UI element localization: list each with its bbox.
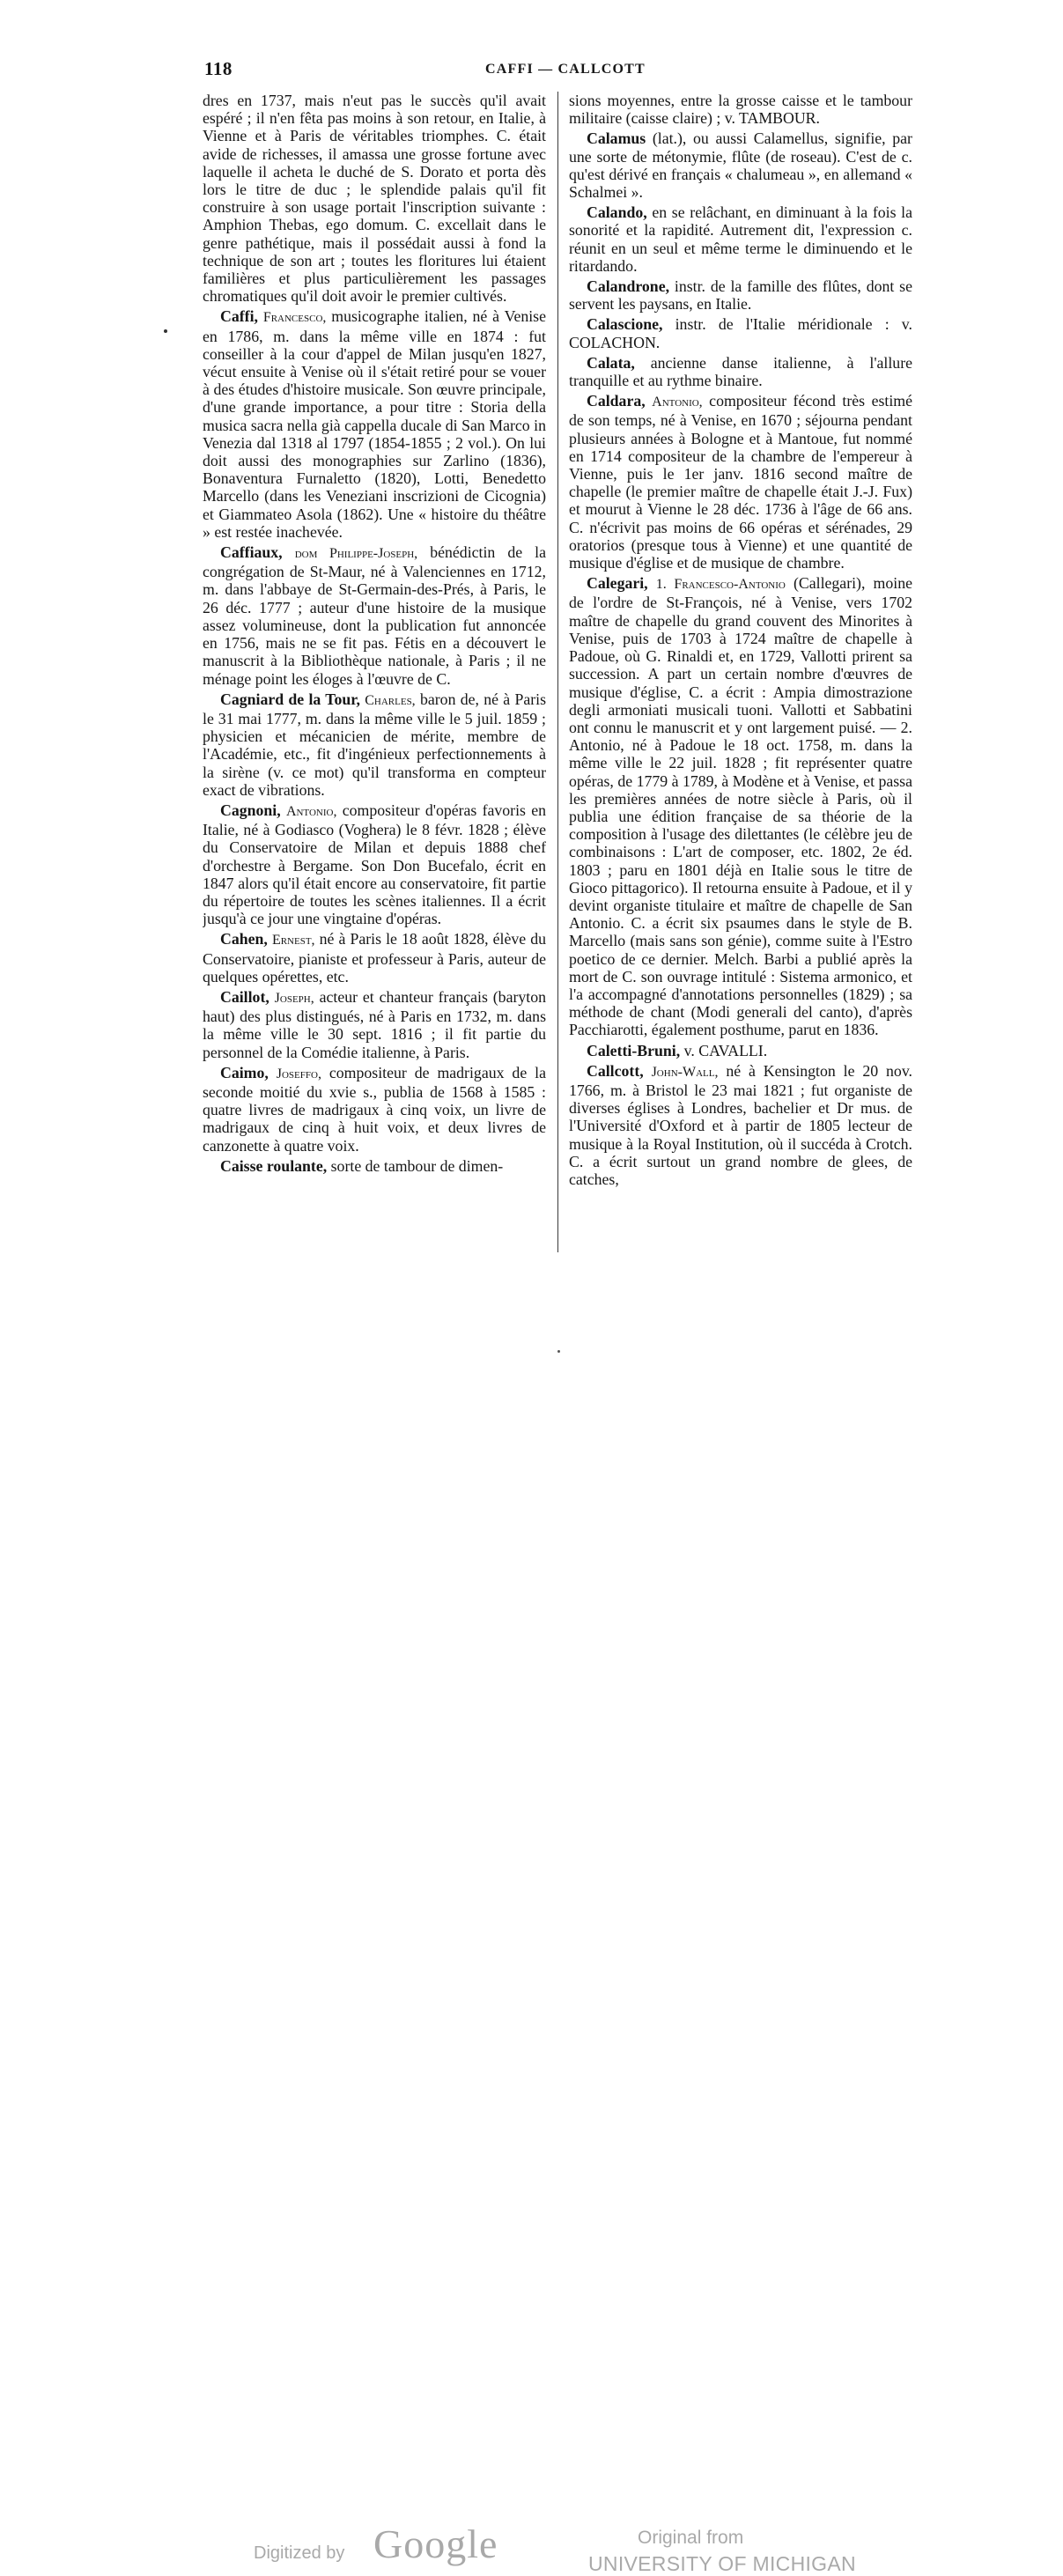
scan-watermark — [0, 1259, 1063, 2575]
entry-text: musicographe italien, né à Venise en 1786, m. dans la même ville en 1874 : fut conseiller à la cour d'appel de Milan jusqu'en 1827, vécut ensuite à Venise où il s'était retiré pour se vouer à des études d'histoire musicale. Son œuvre principale, d'une grande importance, a pour titre : Storia della musica sacra nella già cappella ducale di San Marco in Venezia dal 1318 al 1797 (1854-1855 ; 2 vol.). On lui doit aussi des monographies sur Zarlino (1836), Bonaventura Furnaletto (1820), Lotti, Benedetto Marcello (dans les Veneziani inscrizioni de Cicognia) et Giammateo Asola (1862). Une « histoire du théâtre » est restée inachevée. — [203, 307, 546, 541]
entry-forename: Antonio, — [285, 803, 337, 819]
entry-headword: Callcott, — [587, 1061, 644, 1080]
dictionary-entry — [569, 203, 912, 275]
entry-text: (Callegari), moine de l'ordre de St-François, né à Venise, vers 1702 maître de chapelle du grand couvent des Minorites à Venise, puis de 1703 à 1724 maître de chapelle à Padoue, où G. Rinaldi et, en 1729, Vallotti prirent sa succession. A part un certain nombre d'œuvres de musique d'église, C. a écrit : Ampia dimostrazione degli armoniati musicali tuoni. Vallotti et Sabbatini ont connu le manuscrit et y ont largement puisé. — 2. Antonio, né à Padoue le 18 oct. 1758, m. dans la même ville le 22 juil. 1828 ; fit représenter quatre opéras, de 1779 à 1789, à Modène et à Venise, et passa les premières années de notre siècle à Paris, où il publia une édition française de sa théorie de la composition à l'usage des dilettantes (le célèbre jeu de combinaisons : L'art de composer, etc. 1802, 2e éd. 1803 ; paru en 1801 déjà en Italie sous le titre de Gioco pittagorico). Il retourna ensuite à Padoue, et il y devint organiste titulaire et maître de chapelle de San Antonio. C. a écrit six psaumes dans le style de B. Marcello (mais sans son génie), comme suite à l'Estro poetico de ce dernier. Melch. Barbi a publié après la mort de C. son ouvrage intitulé : Sistema armonico, et l'a accompagné d'annotations personnelles (1829) ; sa méthode de chant (Modi generali del canto), d'après Pacchiarotti, également posthume, parut en 1836. — [569, 574, 912, 1039]
entry-text: acteur et chanteur français (baryton haut) des plus distingués, né à Paris en 1732, m. dans la même ville le 30 sept. 1816 ; il fit partie du personnel de la Comédie italienne, à Paris. — [203, 987, 546, 1061]
entry-headword: Caletti-Bruni, — [587, 1041, 681, 1059]
right-column — [569, 92, 912, 1252]
entry-headword: Calamus — [587, 129, 646, 148]
dictionary-entry — [569, 1062, 912, 1188]
entry-text: né à Paris le 18 août 1828, élève du Conservatoire, pianiste et professeur à Paris, auteur de quelques opérettes, etc. — [203, 930, 546, 985]
entry-text: né à Kensington le 20 nov. 1766, m. à Bristol le 23 mai 1821 ; fut organiste de diverses églises à Londres, bachelier et Dr mus. de l'Université d'Oxford et à partir de 1805 lecteur de musique à la Royal Institution, où il succéda à Crotch. C. a écrit surtout un grand nombre de glees, de catches, — [569, 1061, 912, 1188]
dictionary-entry — [203, 988, 546, 1061]
margin-mark — [164, 329, 167, 333]
entry-forename: Francesco, — [262, 310, 327, 326]
entry-text: compositeur d'opéras favoris en Italie, né à Godiasco (Voghera) le 8 févr. 1828 ; élève du Conservatoire de Milan et depuis 1888 chef d'orchestre à Bergame. Son Don Bucefalo, écrit en 1847 alors qu'il était encore au conservatoire, fit partie du répertoire de toutes les scènes italiennes. Il a écrit jusqu'à ce jour une vingtaine d'opéras. — [203, 801, 546, 928]
dictionary-entry — [569, 92, 912, 127]
entry-text: instr. de la famille des flûtes, dont se servent les paysans, en Italie. — [569, 277, 912, 314]
entry-text: bénédictin de la congrégation de St-Maur, né à Valenciennes en 1712, m. dans l'abbaye de St-Germain-des-Prés, à Paris, le 26 déc. 1777 ; auteur d'une histoire de la musique assez volumineuse, dont la publication fut annoncée en 1756, mais ne se fit pas. Fétis en a découvert le manuscrit à la Bibliothèque nationale, à Paris ; il ne ménage point les éloges à l'œuvre de C. — [203, 543, 546, 688]
dictionary-entry — [569, 354, 912, 389]
left-column — [203, 92, 546, 1252]
dictionary-entry — [203, 92, 546, 305]
digitized-by-label: Digitized by — [254, 2543, 345, 2563]
page-number: 118 — [204, 58, 233, 79]
dictionary-entry — [569, 277, 912, 313]
entry-forename: Charles, — [365, 692, 416, 708]
dictionary-entry — [569, 392, 912, 572]
entry-headword: Caffi, — [220, 307, 258, 326]
dictionary-entry — [203, 1157, 546, 1175]
entry-headword: Calata, — [587, 353, 635, 372]
page-header — [0, 0, 1063, 88]
entry-forename: 1. Francesco-Antonio — [655, 577, 786, 593]
entry-forename: Antonio, — [652, 395, 703, 410]
entry-headword: Calandrone, — [587, 277, 670, 296]
university-label: UNIVERSITY OF MICHIGAN — [588, 2552, 856, 2575]
entry-text: baron de, né à Paris le 31 mai 1777, m. dans la même ville le 5 juil. 1859 ; physicien et mécanicien de mérite, membre de l'Académie, etc., fit d'ingénieux perfectionnements à la sirène (v. ce mot) qu'il transforma en compteur exact de vibrations. — [203, 690, 546, 799]
dictionary-entry — [569, 574, 912, 1038]
dictionary-entry — [203, 690, 546, 799]
entry-headword: Calando, — [587, 203, 647, 222]
entry-headword: Cagnoni, — [220, 801, 281, 819]
entry-text: instr. de l'Italie méridionale : v. COLACHON. — [569, 315, 912, 351]
entry-headword: Caffiaux, — [220, 543, 283, 562]
dictionary-entry — [569, 129, 912, 201]
entry-text: sions moyennes, entre la grosse caisse et le tambour militaire (caisse claire) ; v. TAMBOUR. — [569, 92, 912, 128]
google-logo: Google — [373, 2521, 498, 2566]
entry-headword: Calegari, — [587, 574, 648, 593]
scan-speck — [557, 1350, 560, 1353]
entry-forename: Joseph, — [274, 990, 314, 1006]
entry-text: dres en 1737, mais n'eut pas le succès qu'il avait espéré ; il n'en fêta pas moins à son retour, en Italie, à Vienne et à Paris de véritables triomphes. C. était avide de richesses, il amassa une grosse fortune avec laquelle il acheta le duché de S. Dorato et porta dès lors le titre de duc ; le splendide palais qu'il fit construire à son usage portait l'inscription suivante : Amphion Thebas, ego domum. C. excellait dans le genre pathétique, mais il possédait aussi à fond la technique de son art ; toutes les floritures lui étaient familières et plus particulièrement les passages chromatiques qu'il doit avoir le premier cultivés. — [203, 92, 546, 306]
dictionary-entry — [203, 930, 546, 985]
entry-forename: Ernest, — [271, 933, 315, 948]
entry-headword: Calascione, — [587, 315, 663, 334]
entry-forename: John-Wall, — [651, 1064, 719, 1080]
entry-text: sorte de tambour de dimen- — [330, 1156, 504, 1175]
running-head: CAFFI — CALLCOTT — [485, 62, 646, 77]
dictionary-entry — [569, 315, 912, 351]
entry-headword: Caimo, — [220, 1063, 269, 1081]
entry-text: ancienne danse italienne, à l'allure tranquille et au rythme binaire. — [569, 353, 912, 390]
original-from-label: Original from — [638, 2528, 744, 2548]
dictionary-entry — [203, 543, 546, 688]
entry-headword: Caillot, — [220, 987, 269, 1006]
entry-headword: Caisse roulante, — [220, 1156, 328, 1175]
entry-text: compositeur fécond très estimé de son temps, né à Venise, en 1670 ; séjourna pendant plusieurs années à Bologne et à Mantoue, fut nommé en 1714 compositeur de la chambre de l'empereur à Vienne, puis le 1er janv. 1816 second maître de chapelle (le premier maître de chapelle était J.-J. Fux) et mourut à Vienne le 28 déc. 1736 à l'âge de 66 ans. C. n'écrivit pas moins de 66 opéras et sérénades, 29 oratorios (presque tous à Vienne) et une quantité de musique d'église et de musique de chambre. — [569, 392, 912, 572]
dictionary-entry — [203, 1064, 546, 1155]
entry-text: v. CAVALLI. — [683, 1041, 768, 1059]
dictionary-entry — [203, 307, 546, 541]
entry-headword: Caldara, — [587, 392, 646, 410]
entry-headword: Cahen, — [220, 930, 268, 948]
column-divider — [557, 92, 558, 1252]
entry-text: (lat.), ou aussi Calamellus, signifie, par une sorte de métonymie, flûte (de roseau). C'est de c. qu'est dérivé en français « chalumeau », en allemand « Schalmei ». — [569, 129, 912, 202]
entry-text: en se relâchant, en diminuant à la fois la sonorité et la rapidité. Autrement dit, l'expression c. réunit en un seul et même terme le diminuendo et le ritardando. — [569, 203, 912, 275]
dictionary-entry — [569, 1042, 912, 1059]
entry-forename: dom Philippe-Joseph, — [294, 546, 418, 562]
entry-forename: Joseffo, — [276, 1066, 321, 1081]
entry-text: compositeur de madrigaux de la seconde moitié du xvie s., publia de 1568 à 1585 : quatre livres de madrigaux à cinq voix, un livre de madrigaux de cinq à huit voix, et deux livres de canzonette à quatre voix. — [203, 1063, 546, 1155]
entry-headword: Cagniard de la Tour, — [220, 690, 360, 708]
dictionary-entry — [203, 801, 546, 927]
